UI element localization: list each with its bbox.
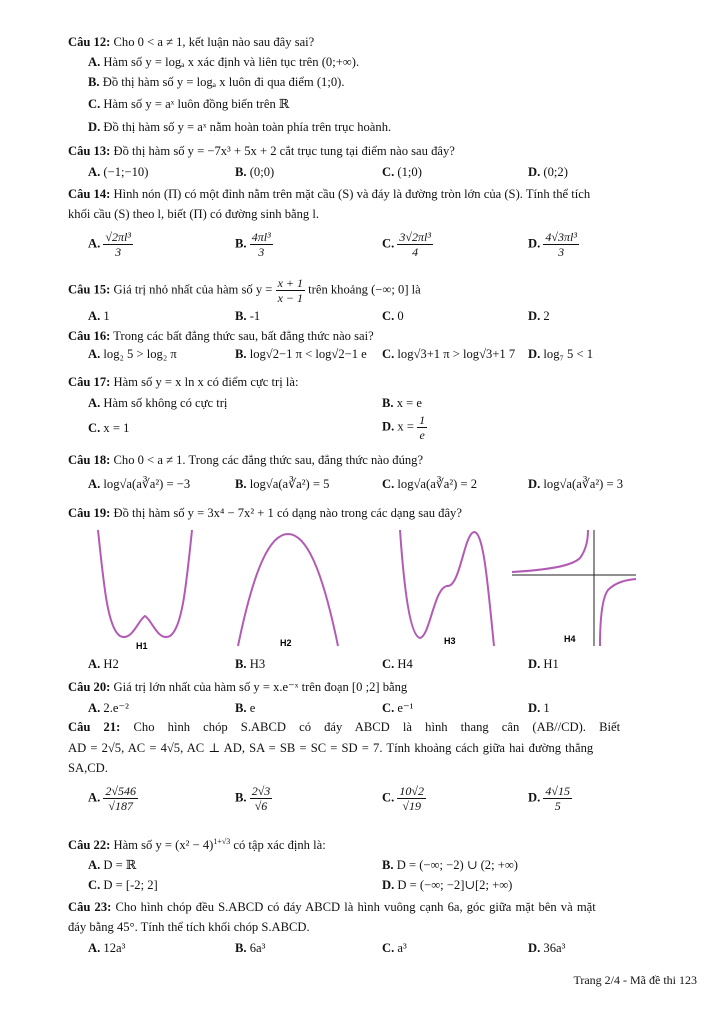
option-12a [88, 54, 359, 70]
denominator: √6 [254, 799, 268, 813]
question-label: Câu 15: [68, 282, 111, 297]
question-18 [68, 452, 423, 468]
option-text: e [249, 701, 256, 715]
option-14d [528, 230, 579, 259]
numerator: 4√3πl³ [545, 230, 577, 244]
option-letter: C. [382, 347, 395, 361]
question-17 [68, 374, 298, 390]
question-text: Đồ thị hàm số y = −7x³ + 5x + 2 cắt trục tung tại điểm nào sau đây? [113, 144, 455, 158]
option-text: x = 1 [103, 421, 130, 435]
option-letter: A. [88, 236, 101, 251]
option-15a [88, 308, 110, 324]
denominator: 3 [258, 245, 265, 259]
option-letter: D. [528, 309, 541, 323]
question-label: Câu 19: [68, 506, 111, 520]
graph-h3 [392, 528, 502, 653]
question-22 [68, 834, 326, 853]
question-label: Câu 13: [68, 144, 111, 158]
option-text: log₇ 5 < 1 [543, 347, 594, 361]
option-letter: D. [382, 878, 395, 892]
numerator: √2πl³ [105, 230, 131, 244]
option-letter: D. [528, 165, 541, 179]
option-13c [382, 164, 422, 180]
option-text: -1 [249, 309, 261, 323]
question-text: Giá trị nhỏ nhất của hàm số y = [113, 282, 273, 297]
option-23b [235, 940, 265, 956]
option-letter: C. [382, 701, 395, 715]
option-23d [528, 940, 565, 956]
question-text: Trong các bất đẳng thức sau, bất đẳng thức nào sai? [113, 329, 374, 343]
option-letter: A. [88, 55, 101, 69]
question-label: Câu 22: [68, 838, 111, 853]
graph-h2-label: H2 [280, 638, 292, 648]
numerator: 4√15 [545, 784, 570, 798]
option-letter: B. [235, 657, 247, 671]
option-text: log√a(a∛a²) = 5 [249, 477, 330, 491]
question-text: Giá trị lớn nhất của hàm số y = x.e⁻ˣ trên đoạn [0 ;2] bằng [113, 680, 408, 694]
fraction [397, 230, 433, 259]
option-letter: A. [88, 657, 101, 671]
question-20 [68, 679, 407, 695]
option-text: log₂ 5 > log₂ π [103, 347, 177, 361]
fraction [103, 784, 138, 813]
option-letter: A. [88, 309, 101, 323]
option-text: log√a(a∛a²) = 2 [397, 477, 478, 491]
option-text: Hàm số y = aˣ luôn đồng biến trên ℝ [103, 97, 290, 111]
option-letter: A. [88, 941, 101, 955]
option-21a [88, 784, 138, 813]
option-22c [88, 877, 158, 893]
option-letter: A. [88, 701, 101, 715]
option-letter: A. [88, 477, 101, 491]
option-letter: D. [528, 790, 541, 805]
fraction [103, 230, 133, 259]
option-16c [382, 346, 515, 362]
exponent: 1+√3 [213, 837, 231, 846]
option-text: 2.e⁻² [103, 701, 129, 715]
option-21c [382, 784, 426, 813]
option-15b [235, 308, 260, 324]
option-letter: D. [528, 347, 541, 361]
question-15 [68, 276, 421, 305]
question-label: Câu 17: [68, 375, 111, 389]
option-letter: A. [88, 165, 101, 179]
option-19c [382, 656, 413, 672]
graph-h3-label: H3 [444, 636, 456, 646]
denominator: √187 [108, 799, 133, 813]
question-23 [68, 899, 596, 915]
option-text: Đồ thị hàm số y = aˣ nằm hoàn toàn phía trên trục hoành. [103, 120, 392, 134]
option-letter: C. [382, 941, 395, 955]
graph-h4-branch-left [512, 530, 588, 572]
option-letter: D. [528, 236, 541, 251]
option-letter: B. [235, 941, 247, 955]
option-text: 12a³ [103, 941, 126, 955]
option-letter: B. [235, 309, 247, 323]
option-17d [382, 413, 427, 442]
option-14a [88, 230, 133, 259]
option-letter: A. [88, 396, 101, 410]
option-23c [382, 940, 407, 956]
option-letter: A. [88, 790, 101, 805]
denominator: 3 [558, 245, 565, 259]
option-text: (−1;−10) [103, 165, 149, 179]
option-19d [528, 656, 559, 672]
option-text: D = ℝ [103, 858, 137, 872]
option-13a [88, 164, 148, 180]
question-21-cont2: SA,CD. [68, 761, 108, 775]
fraction [417, 413, 427, 442]
numerator: 4πl³ [251, 230, 271, 244]
option-text: H3 [249, 657, 266, 671]
option-text: 36a³ [543, 941, 566, 955]
option-text: (0;0) [249, 165, 275, 179]
option-text: Hàm số không có cực trị [103, 396, 228, 410]
numerator: 2√3 [251, 784, 271, 798]
option-letter: B. [88, 75, 100, 89]
option-letter: B. [382, 858, 394, 872]
option-text: 0 [397, 309, 404, 323]
option-letter: C. [382, 790, 395, 805]
denominator: 5 [554, 799, 561, 813]
option-text: H4 [397, 657, 413, 671]
option-letter: A. [88, 347, 101, 361]
option-letter: D. [528, 701, 541, 715]
option-19a [88, 656, 119, 672]
option-letter: C. [382, 236, 395, 251]
option-text: log√2−1 π < log√2−1 e [249, 347, 367, 361]
option-letter: D. [528, 941, 541, 955]
question-text: Cho hình chóp S.ABCD có đáy ABCD là hình thang cân (AB//CD). Biết [133, 720, 621, 734]
option-text: (0;2) [543, 165, 568, 179]
option-13b [235, 164, 274, 180]
option-23a [88, 940, 125, 956]
option-16d [528, 346, 593, 362]
option-letter: D. [382, 419, 395, 434]
fraction [250, 230, 273, 259]
option-letter: B. [235, 701, 247, 715]
option-text: D = (−∞; −2]∪[2; +∞) [397, 878, 513, 892]
option-text: log√a(a∛a²) = 3 [543, 477, 624, 491]
option-15d [528, 308, 550, 324]
numerator: 3√2πl³ [399, 230, 431, 244]
question-text: trên khoảng (−∞; 0] là [308, 282, 421, 297]
option-20a [88, 700, 129, 716]
graph-h4-branch-right [600, 579, 636, 646]
question-23-cont: đáy bằng 45°. Tính thể tích khối chóp S.ABCD. [68, 920, 310, 934]
option-letter: B. [235, 165, 247, 179]
option-text: D = (−∞; −2) ∪ (2; +∞) [396, 858, 518, 872]
option-text: 2 [543, 309, 550, 323]
option-letter: C. [382, 477, 395, 491]
numerator: 1 [419, 413, 426, 427]
fraction [250, 784, 273, 813]
option-20b [235, 700, 255, 716]
graph-h3-curve [400, 530, 494, 646]
question-19 [68, 505, 462, 521]
option-text: e⁻¹ [397, 701, 414, 715]
option-22b [382, 857, 518, 873]
question-21 [68, 719, 620, 735]
option-text: (1;0) [397, 165, 422, 179]
option-text: a³ [397, 941, 407, 955]
option-text: D = [-2; 2] [103, 878, 158, 892]
denominator: 3 [115, 245, 122, 259]
numerator: 2√546 [105, 784, 136, 798]
option-text: 6a³ [249, 941, 266, 955]
graph-h1 [90, 528, 200, 653]
option-19b [235, 656, 265, 672]
question-13 [68, 143, 455, 159]
option-letter: B. [235, 347, 247, 361]
option-text: x = e [396, 396, 423, 410]
fraction [397, 784, 426, 813]
question-text: Cho 0 < a ≠ 1, kết luận nào sau đây sai? [113, 35, 315, 49]
graph-h1-label: H1 [136, 641, 148, 651]
option-text: H1 [543, 657, 559, 671]
option-20c [382, 700, 413, 716]
option-14c [382, 230, 433, 259]
question-label: Câu 18: [68, 453, 111, 467]
option-18d [528, 476, 623, 492]
option-letter: C. [382, 309, 395, 323]
question-14-cont: khối cầu (S) theo l, biết (Π) có đường sinh bằng l. [68, 207, 319, 221]
option-18a [88, 476, 190, 492]
fraction [543, 784, 572, 813]
graph-h1-curve [98, 530, 192, 637]
question-text: Cho hình chóp đều S.ABCD có đáy ABCD là hình vuông cạnh 6a, góc giữa mặt bên và mặt [115, 900, 596, 914]
graph-h4 [508, 528, 640, 653]
question-16 [68, 328, 374, 344]
question-text: Hình nón (Π) có một đỉnh nằm trên mặt cầu (S) và đáy là đường tròn lớn của (S). Tính thể tích [113, 187, 591, 201]
question-label: Câu 20: [68, 680, 111, 694]
option-letter: C. [88, 878, 101, 892]
question-21-cont: AD = 2√5, AC = 4√5, AC ⊥ AD, SA = SB = SC = SD = 7. Tính khoảng cách giữa hai đường thẳng [68, 741, 594, 755]
graph-h2-curve [238, 534, 338, 646]
denominator: x − 1 [277, 291, 303, 305]
question-14 [68, 186, 590, 202]
option-text: Hàm số y = logₐ x xác định và liên tục trên (0;+∞). [103, 55, 360, 69]
option-letter: C. [382, 657, 395, 671]
denominator: e [419, 428, 425, 442]
option-16b [235, 346, 367, 362]
page-footer: Trang 2/4 - Mã đề thi 123 [573, 973, 697, 987]
option-13d [528, 164, 568, 180]
option-16a [88, 346, 177, 362]
option-17a [88, 395, 227, 411]
question-label: Câu 14: [68, 187, 111, 201]
option-text: 1 [543, 701, 550, 715]
option-letter: D. [528, 657, 541, 671]
denominator: √19 [402, 799, 421, 813]
question-label: Câu 12: [68, 35, 111, 49]
option-12b [88, 74, 344, 90]
option-letter: B. [235, 236, 247, 251]
question-text: Hàm số y = x ln x có điểm cực trị là: [113, 375, 299, 389]
option-12d [88, 119, 391, 135]
option-22d [382, 877, 512, 893]
option-17c [88, 420, 129, 436]
question-text: Hàm số y = (x² − 4) [113, 838, 214, 853]
numerator: 10√2 [399, 784, 424, 798]
option-letter: D. [528, 477, 541, 491]
option-letter: B. [235, 790, 247, 805]
option-text: x = [397, 419, 414, 434]
graph-h2 [232, 528, 344, 653]
option-20d [528, 700, 550, 716]
denominator: 4 [412, 245, 419, 259]
option-letter: B. [235, 477, 247, 491]
option-text: log√3+1 π > log√3+1 7 [397, 347, 516, 361]
option-letter: C. [382, 165, 395, 179]
question-text: Cho 0 < a ≠ 1. Trong các đẳng thức sau, đẳng thức nào đúng? [113, 453, 424, 467]
numerator: x + 1 [277, 276, 303, 290]
fraction [543, 230, 579, 259]
fraction [276, 276, 305, 305]
option-letter: D. [88, 120, 101, 134]
question-12 [68, 34, 314, 50]
option-text: log√a(a∛a²) = −3 [103, 477, 191, 491]
option-18b [235, 476, 329, 492]
option-18c [382, 476, 477, 492]
option-12c [88, 96, 289, 112]
question-text: Đồ thị hàm số y = 3x⁴ − 7x² + 1 có dạng nào trong các dạng sau đây? [113, 506, 462, 520]
question-label: Câu 16: [68, 329, 111, 343]
option-letter: C. [88, 97, 101, 111]
question-label: Câu 23: [68, 900, 112, 914]
graph-h4-label: H4 [564, 634, 576, 644]
option-text: 1 [103, 309, 110, 323]
question-text: có tập xác định là: [233, 838, 326, 853]
option-17b [382, 395, 422, 411]
question-label: Câu 21: [68, 720, 121, 734]
option-letter: B. [382, 396, 394, 410]
option-14b [235, 230, 273, 259]
option-text: H2 [103, 657, 119, 671]
option-22a [88, 857, 136, 873]
option-21d [528, 784, 572, 813]
option-text: Đồ thị hàm số y = logₐ x luôn đi qua điểm (1;0). [102, 75, 345, 89]
option-letter: A. [88, 858, 101, 872]
option-21b [235, 784, 272, 813]
option-letter: C. [88, 421, 101, 435]
option-15c [382, 308, 404, 324]
